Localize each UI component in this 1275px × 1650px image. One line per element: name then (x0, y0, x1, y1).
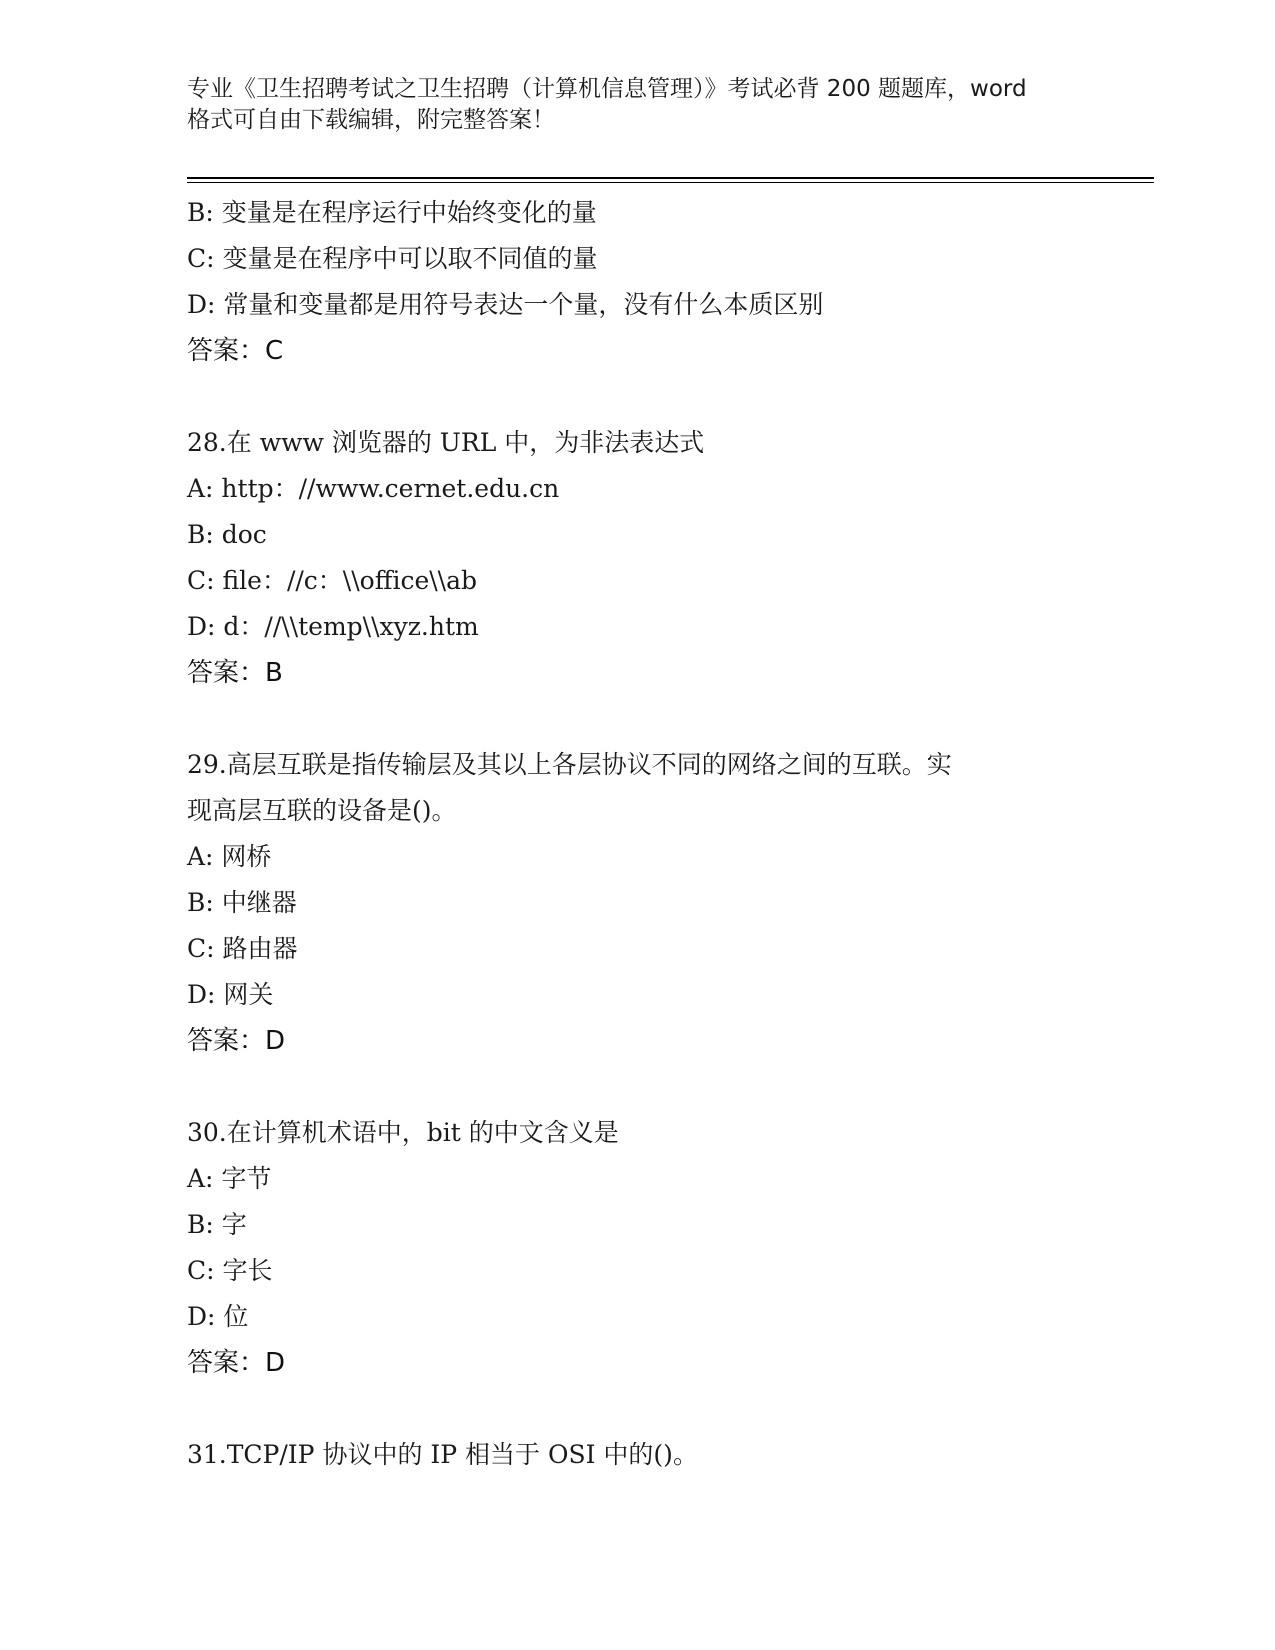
header-divider-thick (187, 177, 1154, 179)
option-b: B: 字 (187, 1210, 247, 1239)
option-c: C: file：//c：\\office\\ab (187, 566, 478, 595)
question-text-line-2: 现高层互联的设备是()。 (187, 796, 457, 825)
question-text: 28.在 www 浏览器的 URL 中，为非法表达式 (187, 428, 705, 457)
spacer (187, 1386, 1137, 1432)
header-line-2: 格式可自由下载编辑，附完整答案！ (187, 107, 555, 133)
answer-label: 答案：B (187, 658, 283, 688)
option-a: A: http：//www.cernet.edu.cn (187, 474, 560, 503)
document-header (187, 74, 1087, 136)
header-line-1: 专业《卫生招聘考试之卫生招聘（计算机信息管理）》考试必背 200 题题库，word (187, 76, 1027, 102)
option-b: B: 中继器 (187, 888, 297, 917)
spacer (187, 696, 1137, 742)
question-28 (187, 420, 1137, 696)
option-c: C: 字长 (187, 1256, 273, 1285)
question-text: 31.TCP/IP 协议中的 IP 相当于 OSI 中的()。 (187, 1440, 698, 1469)
answer-label: 答案：C (187, 336, 284, 366)
option-c: C: 变量是在程序中可以取不同值的量 (187, 244, 598, 273)
question-list (187, 190, 1137, 1478)
spacer (187, 374, 1137, 420)
option-d: D: 位 (187, 1302, 249, 1331)
question-text: 30.在计算机术语中，bit 的中文含义是 (187, 1118, 619, 1147)
option-d: D: 网关 (187, 980, 274, 1009)
question-29 (187, 742, 1137, 1064)
answer-label: 答案：D (187, 1348, 286, 1378)
spacer (187, 1064, 1137, 1110)
question-31 (187, 1432, 1137, 1478)
question-27-continued (187, 190, 1137, 374)
question-text-line-1: 29.高层互联是指传输层及其以上各层协议不同的网络之间的互联。实 (187, 750, 952, 779)
option-a: A: 网桥 (187, 842, 272, 871)
option-d: D: 常量和变量都是用符号表达一个量，没有什么本质区别 (187, 290, 824, 319)
option-c: C: 路由器 (187, 934, 298, 963)
question-30 (187, 1110, 1137, 1386)
option-a: A: 字节 (187, 1164, 272, 1193)
header-divider-thin (187, 182, 1154, 183)
option-b: B: doc (187, 520, 267, 549)
answer-label: 答案：D (187, 1026, 286, 1056)
option-b: B: 变量是在程序运行中始终变化的量 (187, 198, 597, 227)
option-d: D: d：//\\temp\\xyz.htm (187, 612, 479, 641)
